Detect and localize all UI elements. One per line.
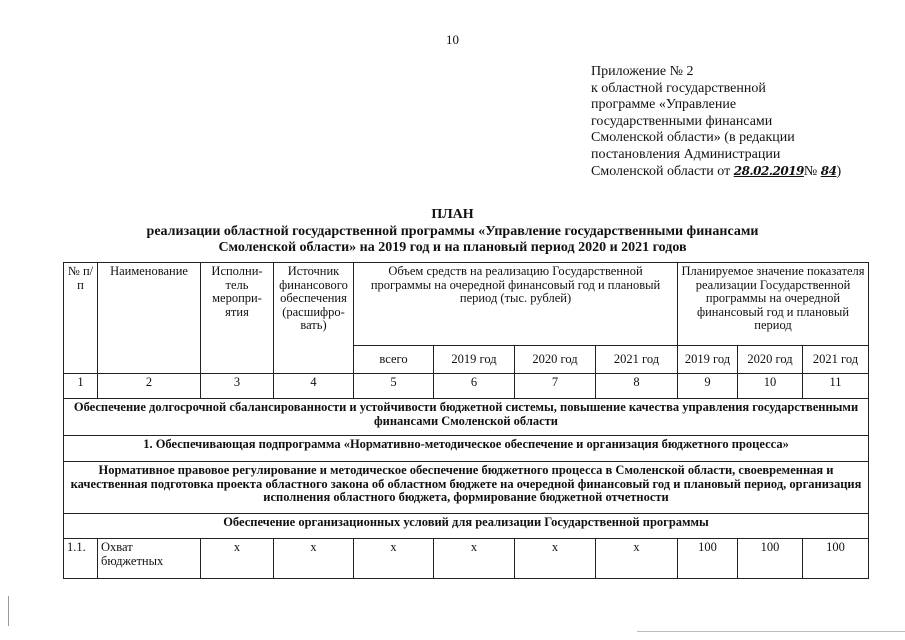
column-number: 4	[274, 374, 354, 399]
column-number: 2	[98, 374, 201, 399]
closing-paren: )	[836, 164, 842, 179]
row-planned-2019: 100	[678, 539, 738, 579]
header-planned-2020: 2020 год	[738, 346, 803, 374]
scan-artifact	[637, 631, 905, 632]
page-number: 10	[446, 32, 459, 47]
column-number: 1	[64, 374, 98, 399]
header-funds-2020: 2020 год	[515, 346, 596, 374]
header-planned: Планируемое значение показателя реализации Государственной программы на очередной финансовый год и плановый период	[678, 263, 869, 346]
handwritten-number: 84	[820, 164, 837, 178]
row-funds-2021: х	[596, 539, 678, 579]
row-planned-2021: 100	[803, 539, 869, 579]
header-funds: Объем средств на реализацию Государственной программы на очередной финансовый год и плановый период (тыс. рублей)	[354, 263, 678, 346]
appendix-line: Смоленской области от	[591, 164, 731, 179]
row-funds-2020: х	[515, 539, 596, 579]
appendix-line: программе «Управление	[591, 97, 737, 112]
appendix-line: постановления Администрации	[591, 146, 781, 162]
column-number: 3	[201, 374, 274, 399]
row-total: х	[354, 539, 434, 579]
table-row	[64, 539, 869, 579]
header-num: № п/п	[64, 263, 98, 374]
header-planned-2021: 2021 год	[803, 346, 869, 374]
title-line: реализации областной государственной программы «Управление государственными финансами	[146, 223, 759, 239]
title-heading: ПЛАН	[431, 207, 474, 222]
header-funds-total: всего	[354, 346, 434, 374]
scan-artifact	[8, 596, 9, 626]
plan-table	[63, 262, 869, 579]
section-subprogram: 1. Обеспечивающая подпрограмма «Нормативно-методическое обеспечение и организация бюджетного процесса»	[64, 436, 869, 462]
column-number-row	[64, 374, 869, 399]
column-number: 5	[354, 374, 434, 399]
header-executor: Исполни-тель меропри-ятия	[201, 263, 274, 374]
column-number: 7	[515, 374, 596, 399]
header-funds-2021: 2021 год	[596, 346, 678, 374]
column-number: 6	[434, 374, 515, 399]
row-funds-2019: х	[434, 539, 515, 579]
handwritten-date: 28.02.2019	[733, 164, 804, 178]
appendix-line: Смоленской области» (в редакции	[591, 130, 795, 145]
section-task: Нормативное правовое регулирование и методическое обеспечение бюджетного процесса в Смоленской области, своевременная и качественная подготовка проекта областного закона об областном бюджете на очередной финансовый год и плановый период, организация исполнения областного бюджета, формирование бюджетной отчетности	[64, 462, 869, 514]
row-name: Охват бюджетных	[98, 539, 201, 579]
title-line: Смоленской области» на 2019 год и на плановый период 2020 и 2021 годов	[218, 240, 687, 255]
header-source: Источник финансового обеспечения (расшифро-вать)	[274, 263, 354, 374]
header-name: Наименование	[98, 263, 201, 374]
appendix-line: к областной государственной	[591, 80, 766, 96]
row-source: х	[274, 539, 354, 579]
row-num: 1.1.	[64, 539, 98, 579]
appendix-line: государственными финансами	[591, 113, 773, 129]
appendix-block	[591, 64, 871, 181]
row-executor: х	[201, 539, 274, 579]
section-measure: Обеспечение организационных условий для реализации Государственной программы	[64, 514, 869, 539]
section-goal: Обеспечение долгосрочной сбалансированности и устойчивости бюджетной системы, повышение качества управления государственными финансами Смоленской области	[64, 399, 869, 436]
column-number: 9	[678, 374, 738, 399]
document-title	[0, 207, 905, 257]
appendix-line: Приложение № 2	[591, 64, 694, 79]
column-number: 8	[596, 374, 678, 399]
appendix-date-line	[591, 163, 871, 181]
row-planned-2020: 100	[738, 539, 803, 579]
header-planned-2019: 2019 год	[678, 346, 738, 374]
column-number: 11	[803, 374, 869, 399]
header-funds-2019: 2019 год	[434, 346, 515, 374]
column-number: 10	[738, 374, 803, 399]
number-label: №	[803, 164, 818, 179]
